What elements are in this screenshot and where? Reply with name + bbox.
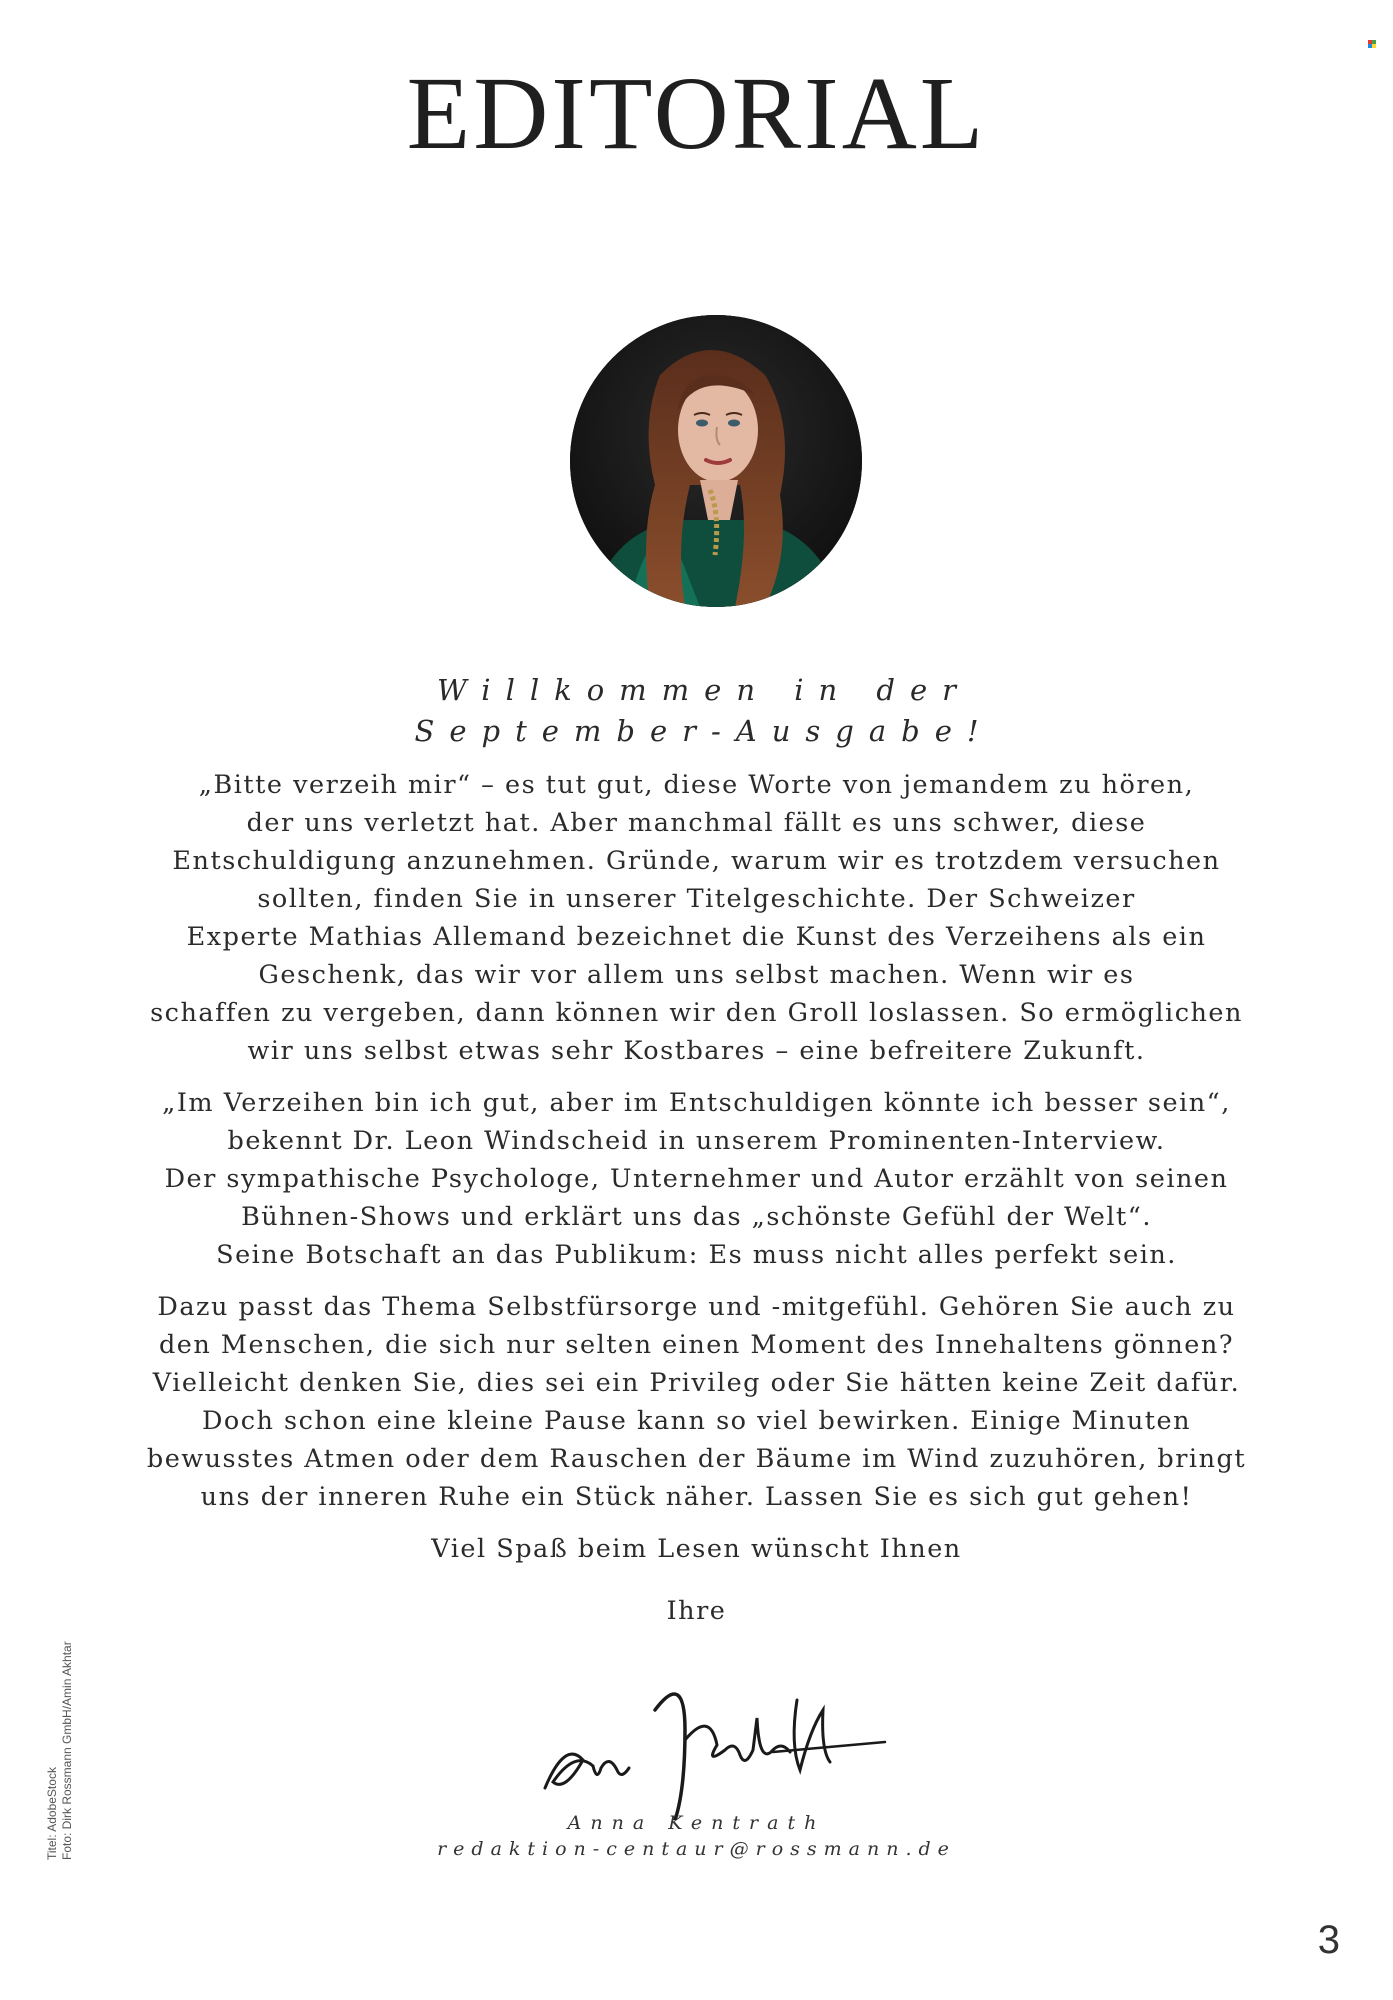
paragraph-line: bewusstes Atmen oder dem Rauschen der Bäume im Wind zuzuhören, bringt — [146, 1444, 1247, 1474]
paragraph-line: wir uns selbst etwas sehr Kostbares – eine befreitere Zukunft. — [247, 1036, 1146, 1066]
paragraph-line: Der sympathische Psychologe, Unternehmer und Autor erzählt von seinen — [164, 1164, 1229, 1194]
handwritten-signature — [535, 1670, 895, 1820]
paragraph-line: Vielleicht denken Sie, dies sei ein Privileg oder Sie hätten keine Zeit dafür. — [152, 1368, 1241, 1398]
editorial-body — [140, 766, 1253, 1630]
paragraph-line: schaffen zu vergeben, dann können wir den Groll loslassen. So ermöglichen — [150, 998, 1243, 1028]
paragraph-line: sollten, finden Sie in unserer Titelgeschichte. Der Schweizer — [257, 884, 1136, 914]
paragraph-line: Entschuldigung anzunehmen. Gründe, warum wir es trotzdem versuchen — [172, 846, 1221, 876]
paragraph-line: „Im Verzeihen bin ich gut, aber im Entschuldigen könnte ich besser sein“, — [162, 1088, 1231, 1118]
paragraph-line: Dazu passt das Thema Selbstfürsorge und -mitgefühl. Gehören Sie auch zu — [157, 1292, 1236, 1322]
paragraph-line: Geschenk, das wir vor allem uns selbst machen. Wenn wir es — [258, 960, 1135, 990]
paragraph-line: bekennt Dr. Leon Windscheid in unserem Prominenten-Interview. — [227, 1126, 1166, 1156]
credit-title: Titel: AdobeStock — [45, 1767, 59, 1860]
paragraph-line: Experte Mathias Allemand bezeichnet die Kunst des Verzeihens als ein — [186, 922, 1207, 952]
paragraph-line: Seine Botschaft an das Publikum: Es muss nicht alles perfekt sein. — [216, 1240, 1177, 1270]
mark-yellow — [1372, 44, 1376, 48]
page-number: 3 — [1317, 1918, 1340, 1962]
welcome-line-2: September-Ausgabe! — [414, 714, 994, 748]
paragraph-forgiveness — [140, 766, 1253, 1070]
color-registration-mark — [1368, 40, 1376, 48]
paragraph-line: Doch schon eine kleine Pause kann so viel bewirken. Einige Minuten — [201, 1406, 1192, 1436]
portrait-illustration — [570, 315, 862, 607]
editor-email[interactable]: redaktion-centaur@rossmann.de — [437, 1838, 956, 1860]
paragraph-line: der uns verletzt hat. Aber manchmal fällt es uns schwer, diese — [246, 808, 1147, 838]
paragraph-line: Bühnen-Shows und erklärt uns das „schönste Gefühl der Welt“. — [241, 1202, 1152, 1232]
credit-photo: Foto: Dirk Rossmann GmbH/Amin Akhtar — [60, 1641, 74, 1860]
closing-line: Viel Spaß beim Lesen wünscht Ihnen — [431, 1534, 962, 1564]
page-title: EDITORIAL — [406, 56, 987, 171]
welcome-line-1: Willkommen in der — [437, 673, 971, 707]
paragraph-interview — [140, 1084, 1253, 1274]
paragraph-selfcare — [140, 1288, 1253, 1516]
editor-name: Anna Kentrath — [567, 1812, 826, 1834]
paragraph-line: uns der inneren Ruhe ein Stück näher. Lassen Sie es sich gut gehen! — [200, 1482, 1193, 1512]
signoff: Ihre — [666, 1596, 727, 1626]
paragraph-line: „Bitte verzeih mir“ – es tut gut, diese Worte von jemandem zu hören, — [198, 770, 1195, 800]
editor-portrait — [570, 315, 862, 607]
welcome-heading — [0, 670, 1393, 752]
photo-credits — [45, 1641, 75, 1860]
paragraph-line: den Menschen, die sich nur selten einen Moment des Innehaltens gönnen? — [158, 1330, 1234, 1360]
